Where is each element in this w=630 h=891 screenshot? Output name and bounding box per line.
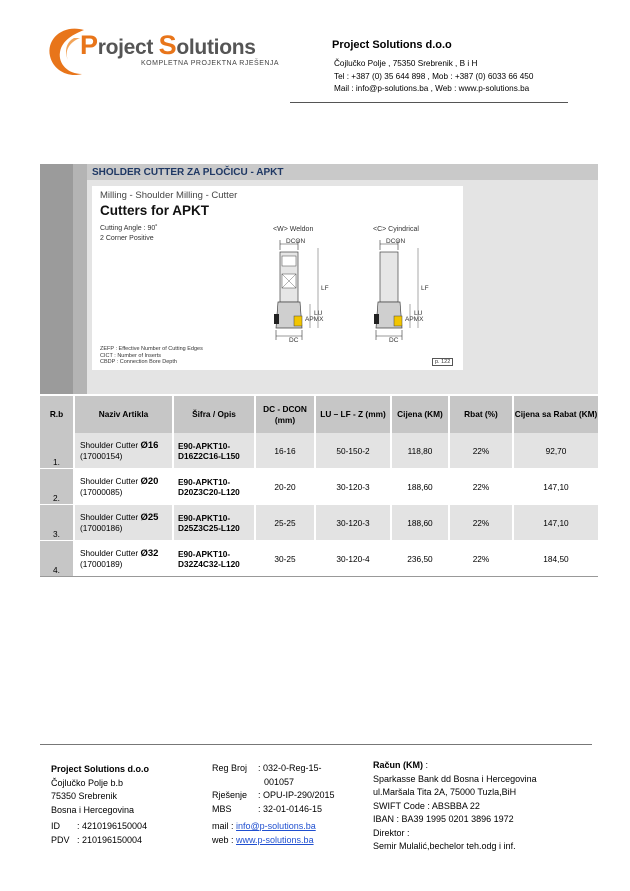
cell-rb: 3. (40, 505, 73, 540)
cell-name-text: Shoulder Cutter (80, 476, 139, 486)
footer-mail-link[interactable]: info@p-solutions.ba (236, 821, 316, 831)
th-code: Šifra / Opis (174, 396, 254, 433)
cell-article: (17000189) (80, 559, 123, 569)
cell-rabat: 22% (450, 433, 512, 468)
cell-code-1: E90-APKT10- (178, 548, 231, 559)
cell-rb: 4. (40, 541, 73, 576)
th-rabat: Rbat (%) (450, 396, 512, 433)
cyl-lf-label: LF (421, 285, 429, 292)
cyl-dc-label: DC (389, 337, 399, 344)
footer-bank-1: Sparkasse Bank dd Bosna i Hercegovina (373, 773, 537, 784)
footer-address-3: Bosna i Hercegovina (51, 804, 135, 815)
figure-notes (100, 346, 203, 366)
cell-code-2: D25Z3C25-L120 (178, 522, 240, 533)
cell-code-1: E90-APKT10- (178, 512, 231, 523)
cell-price: 236,50 (392, 541, 448, 576)
footer-iban: IBAN : BA39 1995 0201 3896 1972 (373, 814, 514, 824)
cell-price: 118,80 (392, 433, 448, 468)
footer-bank-block (373, 759, 537, 854)
cell-price: 188,60 (392, 469, 448, 504)
footer-company: Project Solutions d.o.o (51, 764, 150, 774)
cell-name (75, 505, 172, 540)
footer-contact-block (212, 820, 316, 847)
footer-rjes-value: : OPU-IP-290/2015 (258, 790, 335, 800)
cell-rb: 2. (40, 469, 73, 504)
footer-address-2: 75350 Srebrenik (51, 791, 118, 801)
cell-code-2: D16Z2C16-L150 (178, 450, 240, 461)
cell-net: 184,50 (514, 541, 598, 576)
footer-swift: SWIFT Code : ABSBBA 22 (373, 800, 480, 811)
header-address: Čojlučko Polje , 75350 Srebrenik , B i H (334, 59, 478, 68)
cell-rb: 1. (40, 433, 73, 468)
th-lu: LU – LF - Z (mm) (316, 396, 390, 433)
header-phones: Tel : +387 (0) 35 644 898 , Mob : +387 (0) 6033 66 450 (334, 72, 534, 81)
cell-net: 92,70 (514, 433, 598, 468)
logo-wordmark: Project Solutions (80, 30, 256, 60)
cell-rabat: 22% (450, 541, 512, 576)
table-row (40, 469, 598, 504)
image-left-band (40, 180, 73, 394)
cell-rabat: 22% (450, 469, 512, 504)
table-row (40, 433, 598, 468)
cell-code-2: D32Z4C32-L120 (178, 558, 240, 569)
cell-name (75, 433, 172, 468)
footer-director: Semir Mulalić,bechelor teh.odg i inf. (373, 841, 516, 851)
footer-mbs-value: : 32-01-0146-15 (258, 803, 323, 814)
footer-web-label: web : (212, 834, 234, 845)
footer-bank-2: ul.Maršala Tita 2A, 75000 Tuzla,BiH (373, 787, 517, 797)
cell-size: Ø16 (140, 440, 159, 451)
weldon-cutter-drawing (260, 236, 350, 346)
cell-code-1: E90-APKT10- (178, 476, 231, 487)
cell-article: (17000186) (80, 523, 123, 533)
cell-dc: 16-16 (256, 433, 314, 468)
cell-net: 147,10 (514, 505, 598, 540)
weldon-label: <W> Weldon (273, 226, 314, 233)
footer-bank-title-suffix: : (423, 760, 429, 770)
cylindrical-label: <C> Cyindrical (373, 226, 419, 233)
th-price: Cijena (KM) (392, 396, 448, 433)
footer-registry-block (212, 762, 335, 816)
cell-name (75, 541, 172, 576)
header-company: Project Solutions d.o.o (332, 39, 452, 51)
cell-article: (17000154) (80, 451, 123, 461)
product-figure (92, 186, 463, 370)
footer-mail-label: mail : (212, 821, 234, 831)
footer-reg-value-2: 001057 (264, 776, 295, 787)
cell-code (174, 505, 254, 540)
th-rb: R.b (40, 396, 73, 433)
cyl-dcon-label: DCON (386, 238, 406, 245)
figure-angle: Cutting Angle : 90˚ (100, 225, 158, 232)
cell-lu: 50-150-2 (316, 433, 390, 468)
footer-pdv-value: : 210196150004 (77, 834, 143, 845)
weldon-lu-label: LU (314, 310, 323, 317)
cell-code (174, 433, 254, 468)
cell-price: 188,60 (392, 505, 448, 540)
footer-rjes-label: Rješenje (212, 790, 248, 800)
footer-mbs-label: MBS (212, 803, 232, 814)
footer-id-value: : 4210196150004 (77, 821, 148, 831)
table-row (40, 541, 598, 576)
figure-corner: 2 Corner Positive (100, 235, 154, 242)
weldon-dc-label: DC (289, 337, 299, 344)
footer-pdv-label: PDV (51, 834, 70, 845)
th-name: Naziv Artikla (75, 396, 172, 433)
footer-web-link[interactable]: www.p-solutions.ba (236, 834, 314, 845)
cell-code (174, 541, 254, 576)
cell-name (75, 469, 172, 504)
figure-subtitle: Milling - Shoulder Milling - Cutter (100, 190, 238, 201)
figure-note-1: ZEFP : Effective Number of Cutting Edges (100, 346, 203, 352)
header-divider (290, 102, 568, 103)
weldon-lf-label: LF (321, 285, 329, 292)
cell-size: Ø32 (140, 548, 159, 559)
logo-tagline: KOMPLETNA PROJEKTNA RJEŠENJA (141, 60, 280, 67)
footer-reg-label: Reg Broj (212, 763, 248, 773)
cell-name-text: Shoulder Cutter (80, 548, 139, 558)
figure-title: Cutters for APKT (100, 203, 210, 218)
cell-code (174, 469, 254, 504)
cell-dc: 30-25 (256, 541, 314, 576)
footer-address-1: Čojlučko Polje b.b (51, 777, 124, 788)
cell-lu: 30-120-4 (316, 541, 390, 576)
header-contacts: Mail : info@p-solutions.ba , Web : www.p-solutions.ba (334, 84, 530, 93)
cell-name-text: Shoulder Cutter (80, 512, 139, 522)
footer-reg-value-1: : 032-0-Reg-15- (258, 763, 322, 773)
cell-lu: 30-120-3 (316, 469, 390, 504)
cell-size: Ø25 (140, 512, 159, 523)
section-title: SHOLDER CUTTER ZA PLOČICU - APKT (92, 167, 284, 178)
cell-dc: 25-25 (256, 505, 314, 540)
cell-size: Ø20 (140, 476, 159, 487)
cell-net: 147,10 (514, 469, 598, 504)
cell-code-2: D20Z3C20-L120 (178, 486, 240, 497)
cell-code-1: E90-APKT10- (178, 440, 231, 451)
figure-note-3: CBDP : Connection Bore Depth (100, 359, 177, 365)
weldon-apmx-label: APMX (305, 316, 324, 323)
footer-company-block (51, 763, 149, 817)
cell-lu: 30-120-3 (316, 505, 390, 540)
th-dc: DC - DCON (mm) (256, 396, 314, 433)
figure-page-ref: p. 122 (432, 358, 453, 366)
cell-article: (17000085) (80, 487, 123, 497)
footer-bank-title: Račun (KM) (373, 760, 423, 770)
cyl-lu-label: LU (414, 310, 423, 317)
table-row (40, 505, 598, 540)
footer-id-block (51, 820, 147, 847)
weldon-dcon-label: DCON (286, 238, 306, 245)
cell-dc: 20-20 (256, 469, 314, 504)
cell-name-text: Shoulder Cutter (80, 440, 139, 450)
footer-divider (40, 744, 592, 745)
figure-note-2: CICT : Number of Inserts (100, 352, 162, 359)
cylindrical-cutter-drawing (360, 236, 450, 346)
table-bottom-rule (40, 576, 598, 577)
th-net: Cijena sa Rabat (KM) (514, 396, 598, 433)
footer-id-label: ID (51, 821, 60, 831)
cyl-apmx-label: APMX (405, 316, 424, 323)
cell-rabat: 22% (450, 505, 512, 540)
footer-director-label: Direktor : (373, 827, 410, 838)
image-left-band-2 (73, 180, 87, 394)
